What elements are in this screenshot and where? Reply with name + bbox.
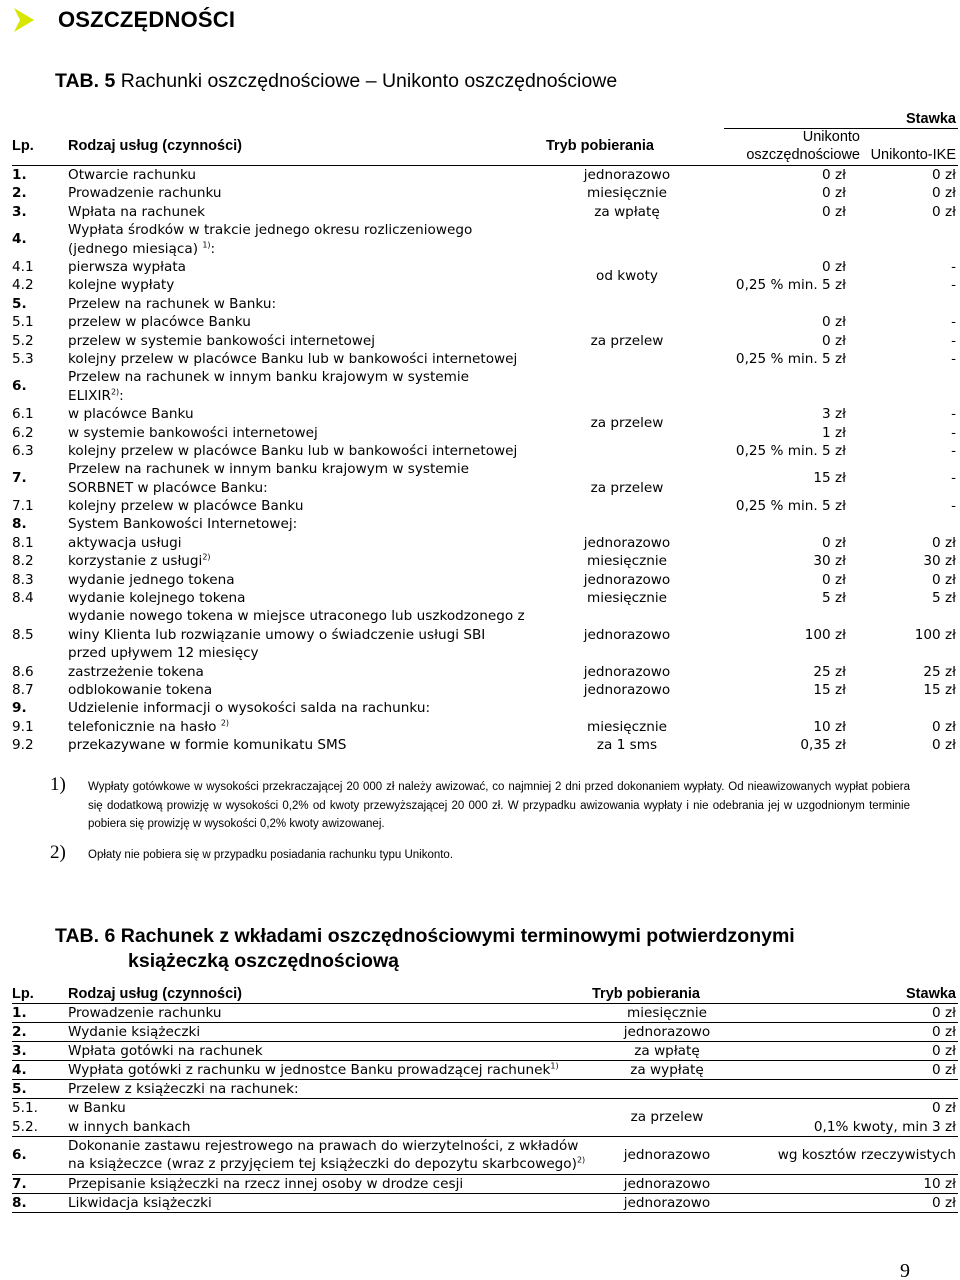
- footnote: 2) Opłaty nie pobiera się w przypadku posiadania rachunku typu Unikonto.: [50, 841, 454, 863]
- table-row: 8.4 wydanie kolejnego tokena miesięcznie 5 zł 5 zł: [12, 590, 956, 607]
- table-row: 5.1 przelew w placówce Banku 0 zł -: [12, 314, 956, 331]
- table-row: 8.6 zastrzeżenie tokena jednorazowo 25 zł 25 zł: [12, 663, 956, 680]
- table-row: 1. Prowadzenie rachunku miesięcznie 0 zł: [12, 1005, 956, 1021]
- table-row: 6.3 kolejny przelew w placówce Banku lub w bankowości internetowej 0,25 % min. 5 zł -: [12, 442, 956, 459]
- mode-header: Tryb pobierania: [546, 138, 654, 154]
- page-number: 9: [900, 1260, 910, 1280]
- table-row: 8.3 wydanie jednego tokena jednorazowo 0 zł 0 zł: [12, 571, 956, 588]
- section-header: [12, 6, 235, 34]
- header-row: Lp. Rodzaj usług (czynności) Tryb pobierania Stawka: [12, 986, 956, 1002]
- table-row: 6.1 w placówce Banku za przelew 3 zł -: [12, 406, 956, 432]
- table-row: 5.1. w Banku za przelew 0 zł: [12, 1100, 956, 1125]
- table-row: 8.2 korzystanie z usługi$^{2)}$ miesięcznie 30 zł 30 zł: [12, 552, 956, 570]
- tab6-table: [12, 985, 958, 1213]
- table-row: 4.1 pierwsza wypłata od kwoty 0 zł -: [12, 258, 956, 284]
- desc-header: Rodzaj usług (czynności): [68, 138, 243, 154]
- table-row: 6. Dokonanie zastawu rejestrowego na prawach do wierzytelności, z wkładów na książeczce (wraz z przyjęciem tej książeczki do depozytu skarbcowego)$^{2)}$ jednorazowo wg kosztów rzeczywistych: [12, 1137, 958, 1175]
- table-row: 3. Wpłata na rachunek za wpłatę 0 zł 0 zł: [12, 203, 956, 220]
- table-row: 7. Przelew na rachunek w innym banku krajowym w systemie SORBNET w placówce Banku: za przelew 15 zł -: [12, 461, 956, 496]
- table-row: 7.1 kolejny przelew w placówce Banku 0,25 % min. 5 zł -: [12, 498, 956, 515]
- table-row: 4. Wypłata gotówki z rachunku w jednostce Banku prowadzącej rachunek$^{1)}$ za wypłatę 0 zł: [12, 1061, 956, 1078]
- tab5-table: [12, 110, 958, 755]
- table-row: 8. Likwidacja książeczki jednorazowo 0 zł: [12, 1195, 956, 1211]
- section-title: OSZCZĘDNOŚCI: [58, 7, 236, 32]
- table-row: 9.1 telefonicznie na hasło $^{2)}$ miesięcznie 10 zł 0 zł: [12, 718, 956, 735]
- tab6-title: TAB. 6 Rachunek z wkładami oszczędnościowymi terminowymi potwierdzonymi książeczką oszczędnościową: [55, 925, 795, 972]
- table-row: 6.2 w systemie bankowości internetowej 1 zł -: [12, 424, 956, 441]
- table-row: 9.2 przekazywane w formie komunikatu SMS za 1 sms 0,35 zł 0 zł: [12, 737, 956, 754]
- table-row: 5.2 przelew w systemie bankowości internetowej za przelew 0 zł -: [12, 332, 956, 349]
- table-row: 8. System Bankowości Internetowej:: [12, 516, 298, 533]
- table-row: 8.7 odblokowanie tokena jednorazowo 15 zł 15 zł: [12, 682, 956, 698]
- table-row: 8.1 aktywacja usługi jednorazowo 0 zł 0 zł: [12, 534, 956, 551]
- table-row: 2. Wydanie książeczki jednorazowo 0 zł: [12, 1024, 956, 1040]
- header-row-stawka: [12, 110, 958, 128]
- table-row: 5.3 kolejny przelew w placówce Banku lub w bankowości internetowej 0,25 % min. 5 zł -: [12, 350, 956, 367]
- col1-header-a: Unikonto: [802, 129, 860, 145]
- col2-header: Unikonto-IKE: [870, 147, 956, 163]
- stawka-header: Stawka: [906, 111, 956, 127]
- table-row: 4.2 kolejne wypłaty 0,25 % min. 5 zł -: [12, 277, 956, 294]
- table-row: 2. Prowadzenie rachunku miesięcznie 0 zł 0 zł: [12, 185, 956, 202]
- lp-header: Lp.: [12, 138, 34, 154]
- table-row: 5.2. w innych bankach 0,1% kwoty, min 3 zł: [12, 1119, 956, 1135]
- table-row: 5. Przelew na rachunek w Banku:: [12, 295, 277, 312]
- chevron-right-icon: [12, 8, 34, 32]
- footnote: 1) Wypłaty gotówkowe w wysokości przekraczającej 20 000 zł należy awizować, co najmniej 2 dni przed dokonaniem wypłaty. Od nieawizowanych wypłat pobiera się dodatkową prowizję w wysokości 0,2% od kwoty przewyższającej 20 000 zł. W przypadku awizowania wypłaty i nie odebrania jej w uzgodnionym terminie pobiera się prowizję w wysokości 0,2% kwoty awizowanej.: [50, 774, 910, 830]
- table-row: 1. Otwarcie rachunku jednorazowo 0 zł 0 zł: [12, 167, 956, 183]
- table-row: 3. Wpłata gotówki na rachunek za wpłatę 0 zł: [12, 1043, 956, 1059]
- col1-header-b: oszczędnościowe: [746, 147, 860, 163]
- tab5-title: TAB. 5 Rachunki oszczędnościowe – Unikonto oszczędnościowe: [55, 70, 618, 92]
- table-row: 9. Udzielenie informacji o wysokości salda na rachunku:: [12, 700, 431, 717]
- footnotes: [50, 774, 910, 864]
- table-row: 6. Przelew na rachunek w innym banku krajowym w systemie ELIXIR$^{2)}$:: [12, 369, 470, 404]
- table-row: 5. Przelew z książeczki na rachunek:: [12, 1080, 958, 1099]
- table-row: 7. Przepisanie książeczki na rzecz innej osoby w drodze cesji jednorazowo 10 zł: [12, 1176, 956, 1192]
- header-row: [12, 128, 958, 166]
- table-row: 4. Wypłata środków w trakcie jednego okresu rozliczeniowego (jednego miesiąca) $^{1)}$:: [12, 222, 473, 257]
- table-row: 8.5 wydanie nowego tokena w miejsce utraconego lub uszkodzonego z winy Klienta lub rozwiązanie umowy o świadczenie usługi SBI przed upływem 12 miesięcy jednorazowo 100 zł 100 zł: [12, 608, 956, 662]
